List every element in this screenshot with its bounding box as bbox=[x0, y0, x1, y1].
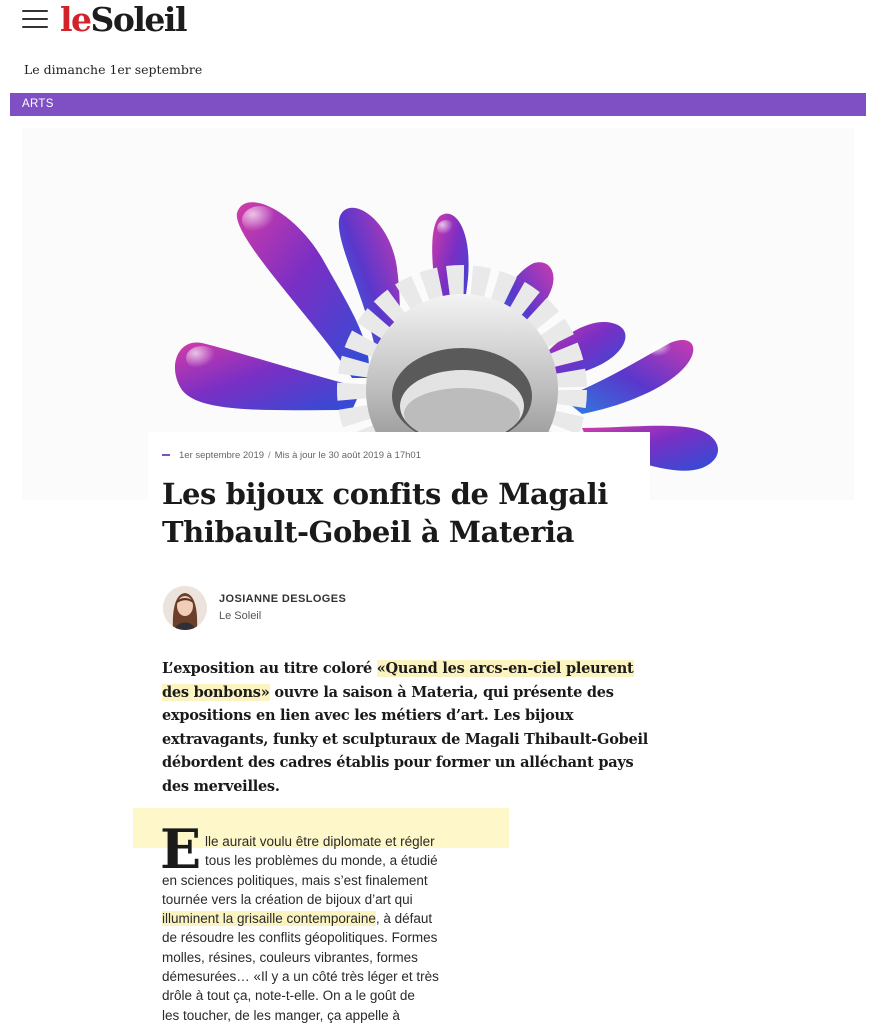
site-logo[interactable]: leSoleil bbox=[60, 0, 186, 39]
body-line: drôle à tout ça, note-t-elle. On a le goût de bbox=[162, 988, 415, 1004]
body-line: de résoudre les conflits géopolitiques. Formes bbox=[162, 930, 438, 946]
lead-text-start: L’exposition au titre coloré bbox=[162, 660, 377, 677]
accent-dash bbox=[162, 454, 170, 456]
author-avatar[interactable] bbox=[163, 586, 207, 630]
lead-text-end: ouvre la saison à Materia, qui présente des expositions en lien avec les métiers d’art. Les bijoux extravagants, funky et sculpturaux de Magali Thibault-Gobeil débordent des cadres établis pour former un alléchant pays des merveilles. bbox=[162, 683, 648, 795]
body-highlight: illuminent la grisaille contemporaine bbox=[162, 911, 376, 927]
section-label[interactable]: ARTS bbox=[22, 98, 54, 110]
body-line: lle aurait voulu être diplomate et régler bbox=[205, 834, 435, 849]
body-line: les toucher, de les manger, ça appelle à bbox=[162, 1007, 400, 1023]
lead-highlight: «Quand les arcs-en-ciel pleurent des bonbons» bbox=[162, 660, 634, 701]
date-separator: / bbox=[268, 450, 271, 461]
body-line: démesurées… «Il y a un côté très léger et très bbox=[162, 969, 439, 985]
published-date: 1er septembre 2019 bbox=[179, 450, 265, 461]
author-organization: Le Soleil bbox=[219, 610, 262, 622]
body-line: molles, résines, couleurs vibrantes, formes bbox=[162, 949, 418, 965]
body-line-rest: , à défaut bbox=[375, 911, 433, 927]
article-title: Les bijoux confits de Magali Thibault-Gobeil à Materia bbox=[162, 477, 608, 549]
article-lead bbox=[162, 657, 662, 798]
drop-cap: E bbox=[160, 817, 202, 881]
article-body bbox=[162, 832, 522, 1024]
section-bar[interactable] bbox=[10, 93, 866, 116]
updated-date: Mis à jour le 30 août 2019 à 17h01 bbox=[274, 450, 421, 461]
author-name[interactable]: JOSIANNE DESLOGES bbox=[219, 593, 347, 605]
person-icon bbox=[163, 586, 207, 630]
top-bar bbox=[0, 0, 880, 50]
article-dates bbox=[162, 450, 421, 461]
body-line: en sciences politiques, mais s’est finalement bbox=[162, 872, 428, 888]
menu-icon[interactable] bbox=[22, 10, 48, 30]
body-line: tournée vers la création de bijoux d’art qui bbox=[162, 891, 413, 907]
body-line bbox=[162, 909, 522, 928]
body-line: tous les problèmes du monde, a étudié bbox=[205, 853, 438, 869]
current-date: Le dimanche 1er septembre bbox=[24, 62, 203, 77]
